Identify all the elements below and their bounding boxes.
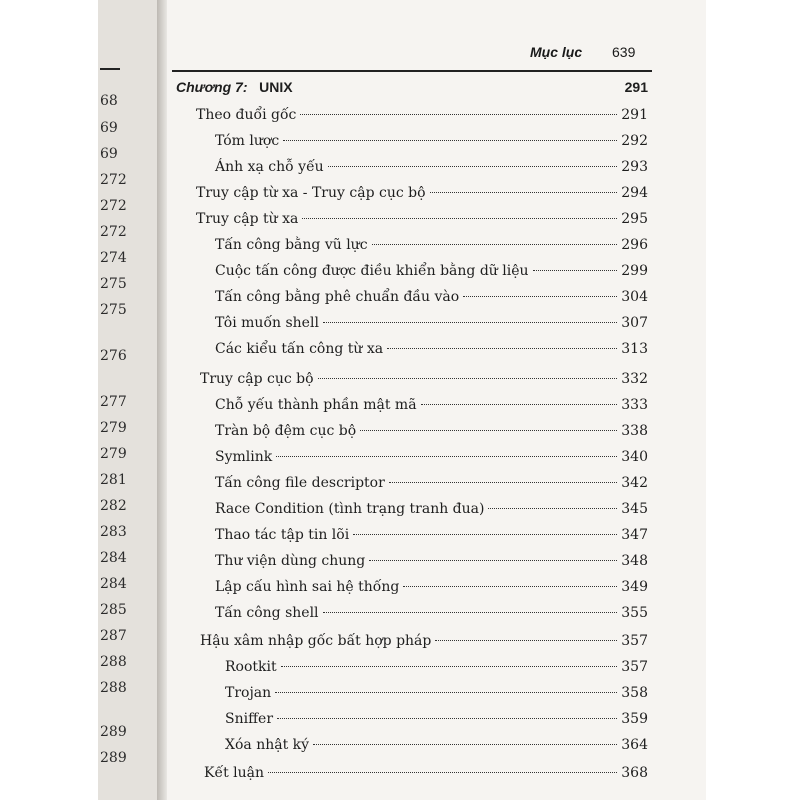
toc-page: 294: [621, 185, 648, 201]
left-page-number: 279: [100, 420, 127, 436]
toc-entry: [200, 632, 648, 650]
toc-page: 358: [621, 685, 648, 701]
toc-entry: [215, 236, 648, 254]
toc-label: Thao tác tập tin lõi: [215, 527, 350, 543]
leader: [369, 560, 617, 561]
toc-page: 304: [621, 289, 648, 305]
toc-page: 357: [621, 659, 648, 675]
leader: [268, 772, 617, 773]
toc-entry: [225, 658, 648, 676]
toc-page: 368: [621, 765, 648, 781]
left-page-number: 272: [100, 198, 127, 214]
leader: [276, 456, 617, 457]
toc-label: Truy cập từ xa - Truy cập cục bộ: [196, 185, 426, 201]
left-page-number: 275: [100, 302, 127, 318]
toc-page: 342: [621, 475, 648, 491]
toc-page: 293: [621, 159, 648, 175]
toc-label: Truy cập cục bộ: [200, 371, 314, 387]
toc-label: Tràn bộ đệm cục bộ: [215, 423, 357, 439]
leader: [421, 404, 618, 405]
toc-page: 349: [621, 579, 648, 595]
leader: [353, 534, 617, 535]
toc-label: Tấn công bằng phê chuẩn đầu vào: [215, 289, 460, 305]
chapter-prefix: Chương 7:: [176, 79, 248, 95]
leader: [275, 692, 617, 693]
leader: [300, 114, 617, 115]
left-page-number: 276: [100, 348, 127, 364]
toc-label: Hậu xâm nhập gốc bất hợp pháp: [200, 633, 432, 649]
leader: [277, 718, 617, 719]
toc-entry: [215, 552, 648, 570]
left-page-number: 289: [100, 750, 127, 766]
toc-entry: [204, 764, 648, 782]
leader: [323, 322, 617, 323]
toc-label: Kết luận: [204, 765, 265, 781]
toc-entry: [225, 684, 648, 702]
chapter-page: 291: [624, 79, 648, 95]
toc-label: Trojan: [225, 685, 272, 701]
toc-entry: [215, 340, 648, 358]
toc-page: 347: [621, 527, 648, 543]
leader: [533, 270, 618, 271]
toc-label: Symlink: [215, 449, 273, 465]
toc-label: Tấn công file descriptor: [215, 475, 385, 491]
leader: [281, 666, 618, 667]
toc-entry: [215, 526, 648, 544]
toc-entry: [215, 158, 648, 176]
left-page-number: 288: [100, 680, 127, 696]
book-gutter: [157, 0, 167, 800]
leader: [435, 640, 617, 641]
left-page-number: 277: [100, 394, 127, 410]
leader: [360, 430, 617, 431]
toc-entry: [215, 422, 648, 440]
toc-page: 345: [621, 501, 648, 517]
chapter-heading: [176, 78, 648, 96]
toc-entry: [196, 106, 648, 124]
toc-entry: [215, 578, 648, 596]
toc-page: 359: [621, 711, 648, 727]
left-page-number: 279: [100, 446, 127, 462]
toc-entry: [215, 500, 648, 518]
leader: [488, 508, 617, 509]
toc-entry: [225, 736, 648, 754]
left-page-number: 281: [100, 472, 127, 488]
leader: [372, 244, 618, 245]
toc-label: Theo đuổi gốc: [196, 107, 297, 123]
toc-label: Tóm lược: [215, 133, 280, 149]
toc-label: Tôi muốn shell: [215, 315, 319, 331]
toc-label: Các kiểu tấn công từ xa: [215, 341, 384, 357]
toc-page: 291: [621, 107, 648, 123]
toc-label: Tấn công shell: [215, 605, 319, 621]
left-page-number: 68: [100, 93, 118, 109]
leader: [323, 612, 618, 613]
toc-page: 340: [621, 449, 648, 465]
toc-entry: [215, 448, 648, 466]
header-title: Mục lục: [530, 44, 583, 60]
toc-page: 313: [621, 341, 648, 357]
toc-page: 296: [621, 237, 648, 253]
toc-page: 357: [621, 633, 648, 649]
left-page-number: 284: [100, 550, 127, 566]
toc-page: 307: [621, 315, 648, 331]
left-page-number: 287: [100, 628, 127, 644]
toc-page: 333: [621, 397, 648, 413]
toc-label: Thư viện dùng chung: [215, 553, 366, 569]
toc-label: Xóa nhật ký: [225, 737, 310, 753]
toc-page: 295: [621, 211, 648, 227]
chapter-title: UNIX: [259, 79, 293, 95]
left-page-number: 272: [100, 224, 127, 240]
leader: [328, 166, 618, 167]
toc-page: 338: [621, 423, 648, 439]
toc-entry: [200, 370, 648, 388]
toc-entry: [225, 710, 648, 728]
header-rule: [172, 70, 652, 72]
leader: [463, 296, 617, 297]
toc-label: Tấn công bằng vũ lực: [215, 237, 368, 253]
background-edge: [706, 0, 800, 800]
toc-entry: [215, 604, 648, 622]
toc-label: Ánh xạ chỗ yếu: [215, 159, 324, 175]
left-page-number: 289: [100, 724, 127, 740]
leader: [389, 482, 617, 483]
left-page-number: 272: [100, 172, 127, 188]
toc-entry: [215, 314, 648, 332]
toc-page: 299: [621, 263, 648, 279]
leader: [313, 744, 617, 745]
left-page-number: 274: [100, 250, 127, 266]
toc-label: Race Condition (tình trạng tranh đua): [215, 501, 485, 517]
toc-page: 355: [621, 605, 648, 621]
left-page-number: 69: [100, 120, 118, 136]
toc-entry: [196, 210, 648, 228]
left-page-number: 275: [100, 276, 127, 292]
leader: [403, 586, 617, 587]
left-page-number: 284: [100, 576, 127, 592]
toc-entry: [215, 132, 648, 150]
leader: [318, 378, 618, 379]
toc-label: Cuộc tấn công được điều khiển bằng dữ liệu: [215, 263, 529, 279]
left-page-number: 288: [100, 654, 127, 670]
leader: [302, 218, 617, 219]
leader: [430, 192, 618, 193]
left-page-number: 69: [100, 146, 118, 162]
toc-entry: [215, 288, 648, 306]
left-page-number: 285: [100, 602, 127, 618]
toc-page: 348: [621, 553, 648, 569]
chapter-label: [176, 78, 293, 96]
leader: [283, 140, 617, 141]
toc-page: 364: [621, 737, 648, 753]
toc-entry: [215, 396, 648, 414]
header-page-number: 639: [612, 44, 636, 60]
toc-label: Chỗ yếu thành phần mật mã: [215, 397, 417, 413]
toc-label: Sniffer: [225, 711, 274, 727]
toc-entry: [196, 184, 648, 202]
left-page-number: 282: [100, 498, 127, 514]
toc-page: 292: [621, 133, 648, 149]
leader: [387, 348, 617, 349]
toc-entry: [215, 474, 648, 492]
toc-label: Lập cấu hình sai hệ thống: [215, 579, 400, 595]
left-page-number: 283: [100, 524, 127, 540]
toc-label: Rootkit: [225, 659, 277, 675]
toc-label: Truy cập từ xa: [196, 211, 299, 227]
toc-page: 332: [621, 371, 648, 387]
left-page-rule: [100, 68, 120, 70]
toc-entry: [215, 262, 648, 280]
